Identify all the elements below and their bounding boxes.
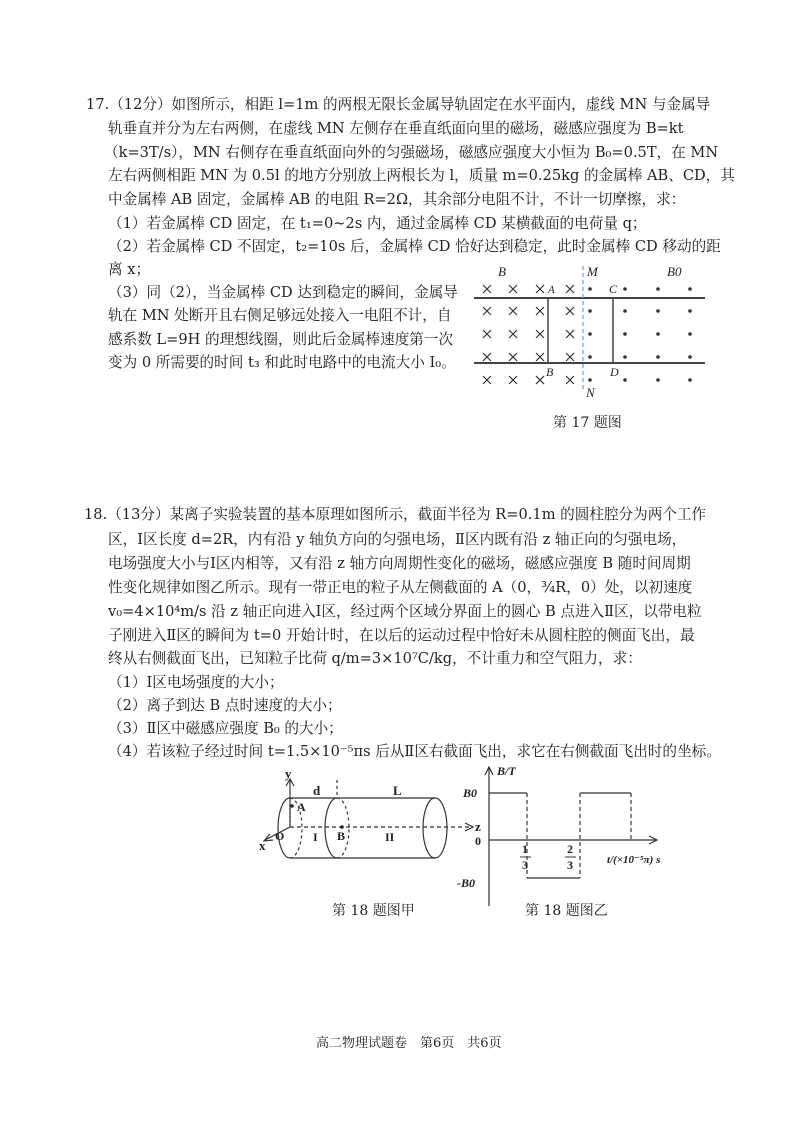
field-cross-icon (509, 307, 517, 315)
q18-part-2: （2）离子到达 B 点时速度的大小； (108, 697, 342, 714)
right-end (423, 798, 447, 858)
label-l: L (393, 783, 402, 798)
q17-line: 轨在 MN 处断开且右侧足够远处接入一电阻不计，自 (108, 307, 452, 324)
q18-figure-b-caption: 第 18 题图乙 (525, 903, 608, 919)
q18-line: 18.（13分）某离子实验装置的基本原理如图所示，截面半径为 R=0.1m 的圆柱腔分为两个工作 (84, 506, 707, 523)
q18-line: 终从右侧截面飞出，已知粒子比荷 q/m=3×10⁷C/kg，不计重力和空气阻力，求： (108, 650, 642, 667)
field-cross-icon (566, 307, 574, 315)
field-cross-icon (483, 353, 491, 361)
field-cross-icon (536, 285, 544, 293)
field-cross-icon (483, 285, 491, 293)
label-d: D (610, 365, 619, 379)
tick-neg-b0: -B0 (457, 876, 475, 890)
field-dot-icon (688, 355, 692, 359)
field-cross-icon (566, 285, 574, 293)
field-dot-icon (588, 355, 592, 359)
q17-line: 离 x； (108, 261, 151, 278)
label-n: N (586, 385, 595, 400)
label-b0: B0 (667, 264, 682, 279)
label-c: C (609, 282, 618, 296)
q17-line: 17.（12分）如图所示，相距 l=1m 的两根无限长金属导轨固定在水平面内，虚线 MN 与金属导 (86, 96, 711, 113)
label-region-1: I (313, 830, 318, 844)
field-dot-icon (656, 378, 660, 382)
label-b-rod: B (546, 365, 554, 379)
field-cross-icon (483, 307, 491, 315)
q18-line: 区，Ⅰ区长度 d=2R，内有沿 y 轴负方向的匀强电场，Ⅱ区内既有沿 z 轴正向的匀强电场， (108, 531, 687, 548)
q17-line: 感系数 L=9H 的理想线圈，则此后金属棒速度第一次 (108, 331, 454, 348)
q18-line: 电场强度大小与Ⅰ区内相等，又有沿 z 轴方向周期性变化的磁场，磁感应强度 B 随时间周期 (108, 555, 691, 572)
field-dot-icon (588, 378, 592, 382)
q17-part-1: （1）若金属棒 CD 固定，在 t₁=0~2s 内，通过金属棒 CD 某横截面的电荷量 q； (108, 215, 647, 232)
q17-figure (472, 262, 712, 412)
label-b: B (337, 829, 346, 843)
label-o: O (275, 829, 285, 843)
field-dot-icon (688, 378, 692, 382)
tick-b0: B0 (463, 786, 478, 800)
label-z: z (475, 819, 481, 834)
magnetic-field-crosses (483, 285, 574, 384)
q17-part-3: （3）同（2），当金属棒 CD 达到稳定的瞬间，金属导 (108, 284, 458, 301)
q17-line: （k=3T/s），MN 右侧存在垂直纸面向外的匀强磁场，磁感应强度大小恒为 B₀=0.5T，在 MN (104, 144, 719, 161)
label-a: A (297, 800, 306, 814)
field-cross-icon (483, 376, 491, 384)
field-cross-icon (509, 285, 517, 293)
field-dot-icon (688, 309, 692, 313)
label-x: x (259, 838, 266, 853)
field-cross-icon (536, 330, 544, 338)
field-dot-icon (588, 309, 592, 313)
q17-line: 左右两侧相距 MN 为 0.5l 的地方分别放上两根长为 l，质量 m=0.25kg 的金属棒 AB、CD，其 (108, 167, 735, 184)
boundary-front (325, 798, 337, 858)
q18-figure-b (457, 763, 675, 913)
field-dot-icon (623, 378, 627, 382)
tick-2-3-denominator: 3 (567, 858, 573, 872)
tick-zero: 0 (475, 834, 481, 848)
field-dot-icon (656, 332, 660, 336)
field-dot-icon (623, 355, 627, 359)
field-dot-icon (656, 287, 660, 291)
field-cross-icon (536, 353, 544, 361)
q18-figure-a (255, 766, 485, 890)
q18-part-1: （1）Ⅰ区电场强度的大小； (108, 674, 284, 691)
q18-part-4: （4）若该粒子经过时间 t=1.5×10⁻⁵πs 后从Ⅱ区右截面飞出，求它在右侧截面飞出时的坐标。 (108, 743, 721, 760)
field-dot-icon (623, 332, 627, 336)
tick-1-3-numerator: 1 (522, 842, 528, 856)
t-axis-label: t/(×10⁻⁵π) s (607, 854, 661, 866)
field-cross-icon (566, 353, 574, 361)
field-dot-icon (656, 355, 660, 359)
field-dot-icon (688, 332, 692, 336)
field-dot-icon (688, 287, 692, 291)
label-y: y (285, 766, 292, 781)
magnetic-field-dots (588, 287, 692, 382)
page-footer: 高二物理试题卷 第6页 共6页 (316, 1036, 502, 1051)
q18-part-3: （3）Ⅱ区中磁感应强度 B₀ 的大小； (108, 720, 343, 737)
label-m: M (587, 264, 598, 279)
field-cross-icon (536, 376, 544, 384)
field-dot-icon (623, 287, 627, 291)
q18-line: 子刚进入Ⅱ区的瞬间为 t=0 开始计时，在以后的运动过程中恰好未从圆柱腔的侧面飞出，最 (108, 627, 695, 644)
q18-line: v₀=4×10⁴m/s 沿 z 轴正向进入Ⅰ区，经过两个区域分界面上的圆心 B 点进入Ⅱ区，以带电粒 (108, 603, 702, 620)
field-cross-icon (509, 376, 517, 384)
label-d: d (313, 783, 321, 798)
field-dot-icon (588, 332, 592, 336)
label-a: A (548, 284, 555, 296)
q17-line: 中金属棒 AB 固定，金属棒 AB 的电阻 R=2Ω，其余部分电阻不计，不计一切摩擦，求： (108, 191, 686, 208)
field-cross-icon (566, 330, 574, 338)
b-axis-label: B/T (497, 764, 516, 778)
tick-1-3-denominator: 3 (522, 858, 528, 872)
q17-line: 轨垂直并分为左右两侧，在虚线 MN 左侧存在垂直纸面向里的磁场，磁感应强度为 B=kt (108, 120, 684, 137)
field-cross-icon (509, 330, 517, 338)
q17-line: 变为 0 所需要的时间 t₃ 和此时电路中的电流大小 I₀。 (108, 354, 456, 371)
field-cross-icon (483, 330, 491, 338)
q18-line: 性变化规律如图乙所示。现有一带正电的粒子从左侧截面的 A（0，¾R，0）处，以初速度 (108, 579, 693, 596)
q17-figure-caption: 第 17 题图 (553, 415, 622, 431)
tick-2-3-numerator: 2 (567, 842, 573, 856)
field-dot-icon (656, 309, 660, 313)
field-cross-icon (536, 307, 544, 315)
label-b: B (498, 264, 506, 279)
field-cross-icon (566, 376, 574, 384)
field-dot-icon (623, 309, 627, 313)
field-cross-icon (509, 353, 517, 361)
q17-part-2: （2）若金属棒 CD 不固定，t₂=10s 后，金属棒 CD 恰好达到稳定，此时金属棒 CD 移动的距 (108, 238, 721, 255)
q18-figure-a-caption: 第 18 题图甲 (332, 903, 415, 919)
point-a (290, 804, 294, 808)
label-region-2: II (385, 830, 395, 844)
field-dot-icon (588, 287, 592, 291)
